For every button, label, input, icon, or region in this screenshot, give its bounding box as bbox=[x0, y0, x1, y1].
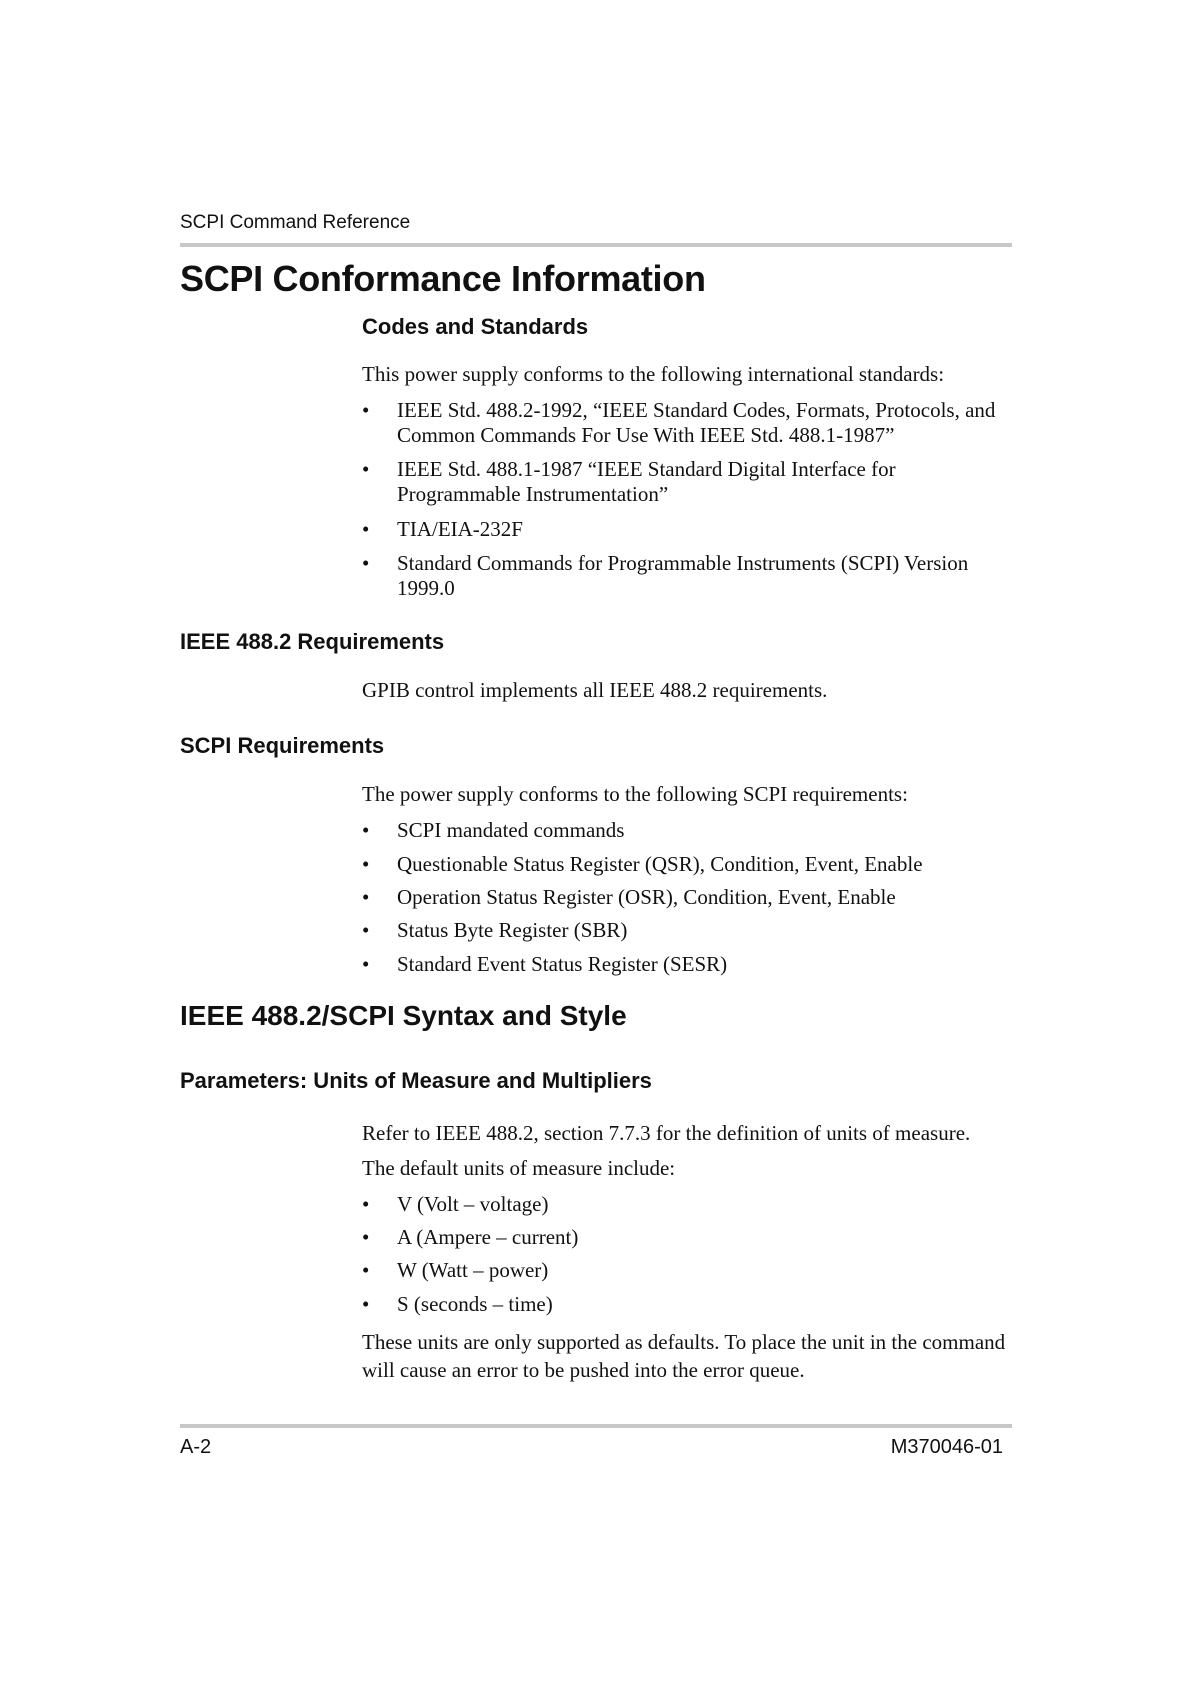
footer-rule bbox=[180, 1424, 1012, 1428]
list-item bbox=[362, 1258, 1012, 1283]
units-para-2: The default units of measure include: bbox=[362, 1156, 676, 1180]
document-number: M370046-01 bbox=[890, 1436, 1003, 1458]
bullet: • bbox=[362, 1292, 370, 1316]
bullet: • bbox=[362, 457, 370, 481]
list-item-text: Operation Status Register (OSR), Condition, Event, Enable bbox=[397, 885, 896, 909]
list-item-text: W (Watt – power) bbox=[397, 1258, 549, 1282]
codes-intro: This power supply conforms to the following international standards: bbox=[362, 362, 945, 386]
running-header: SCPI Command Reference bbox=[180, 212, 411, 233]
list-item bbox=[362, 952, 1012, 977]
list-item-text: Questionable Status Register (QSR), Condition, Event, Enable bbox=[397, 852, 923, 876]
bullet: • bbox=[362, 885, 370, 909]
codes-heading: Codes and Standards bbox=[362, 314, 589, 339]
list-item-text: TIA/EIA-232F bbox=[397, 517, 523, 541]
bullet: • bbox=[362, 1258, 370, 1282]
bullet: • bbox=[362, 398, 370, 422]
list-item-text: A (Ampere – current) bbox=[397, 1225, 579, 1249]
list-item bbox=[362, 885, 1012, 910]
bullet: • bbox=[362, 818, 370, 842]
list-item bbox=[362, 818, 1012, 843]
list-item bbox=[362, 398, 1012, 448]
list-item-text: SCPI mandated commands bbox=[397, 818, 625, 842]
bullet: • bbox=[362, 952, 370, 976]
bullet: • bbox=[362, 1192, 370, 1216]
ieee-requirements-text: GPIB control implements all IEEE 488.2 requirements. bbox=[362, 678, 828, 702]
units-para-1: Refer to IEEE 488.2, section 7.7.3 for the definition of units of measure. bbox=[362, 1121, 971, 1145]
list-item-text: V (Volt – voltage) bbox=[397, 1192, 549, 1216]
list-item bbox=[362, 852, 1012, 877]
bullet: • bbox=[362, 551, 370, 575]
list-item bbox=[362, 1292, 1012, 1317]
list-item-text: Standard Event Status Register (SESR) bbox=[397, 952, 728, 976]
page-title: SCPI Conformance Information bbox=[180, 258, 706, 299]
page-number: A-2 bbox=[180, 1436, 212, 1458]
scpi-requirements-heading: SCPI Requirements bbox=[180, 733, 385, 758]
list-item-text: IEEE Std. 488.1-1987 “IEEE Standard Digital Interface for Programmable Instrumentation” bbox=[397, 457, 896, 506]
bullet: • bbox=[362, 852, 370, 876]
list-item-text: IEEE Std. 488.2-1992, “IEEE Standard Codes, Formats, Protocols, and Common Commands For Use With IEEE Std. 488.1-1987” bbox=[397, 398, 996, 447]
units-para-3: These units are only supported as defaults. To place the unit in the command will cause an error to be pushed into the error queue. bbox=[362, 1330, 1006, 1382]
list-item bbox=[362, 551, 1012, 601]
syntax-heading: IEEE 488.2/SCPI Syntax and Style bbox=[180, 1000, 627, 1031]
list-item-text: Status Byte Register (SBR) bbox=[397, 918, 628, 942]
header-rule bbox=[180, 243, 1012, 247]
ieee-requirements-heading: IEEE 488.2 Requirements bbox=[180, 629, 445, 654]
list-item bbox=[362, 517, 1012, 542]
bullet: • bbox=[362, 1225, 370, 1249]
list-item-text: Standard Commands for Programmable Instruments (SCPI) Version 1999.0 bbox=[397, 551, 969, 600]
list-item bbox=[362, 1192, 1012, 1217]
scpi-requirements-intro: The power supply conforms to the following SCPI requirements: bbox=[362, 782, 908, 806]
bullet: • bbox=[362, 517, 370, 541]
units-heading: Parameters: Units of Measure and Multipliers bbox=[180, 1068, 652, 1093]
list-item-text: S (seconds – time) bbox=[397, 1292, 553, 1316]
list-item bbox=[362, 918, 1012, 943]
bullet: • bbox=[362, 918, 370, 942]
list-item bbox=[362, 1225, 1012, 1250]
list-item bbox=[362, 457, 1012, 507]
